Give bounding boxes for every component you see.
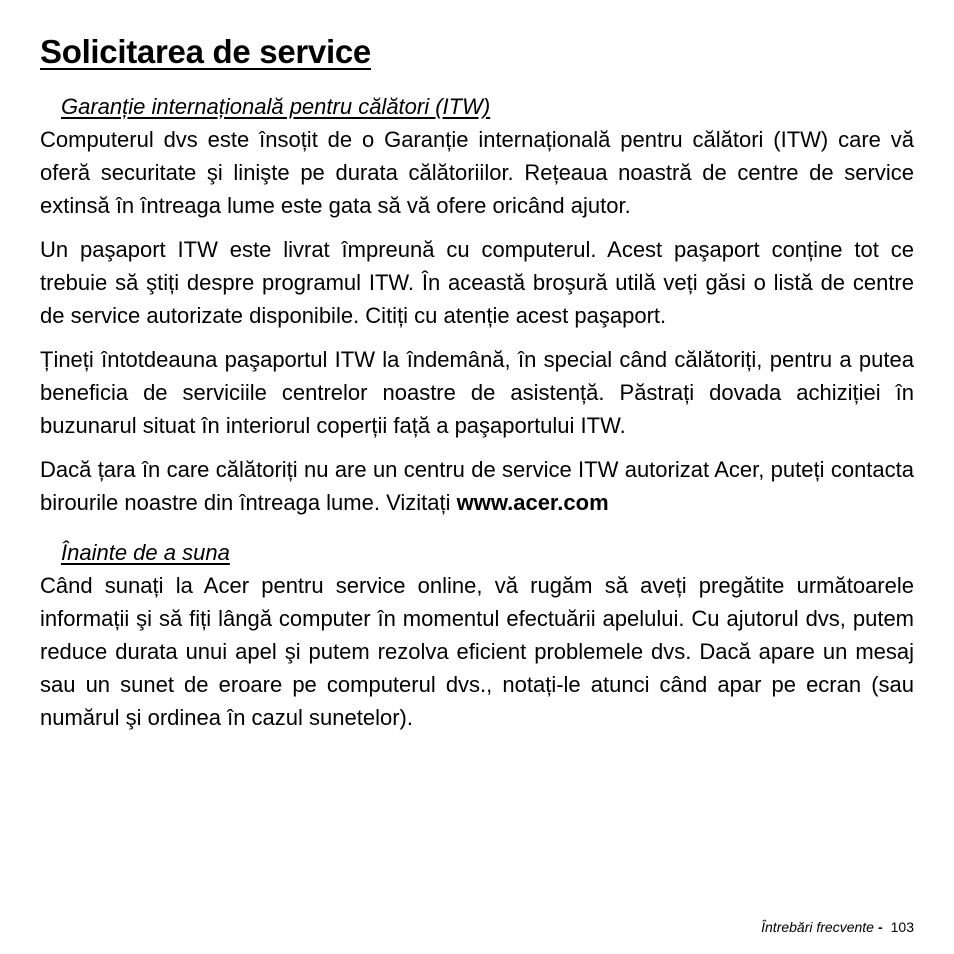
paragraph-itw-contact bbox=[40, 453, 914, 519]
document-page bbox=[40, 28, 914, 734]
paragraph-itw-passport: Un paşaport ITW este livrat împreună cu computerul. Acest paşaport conține tot ce trebuie să ştiți despre programul ITW. În această broşură utilă veți găsi o listă de centre de service autorizate disponibile. Citiți cu atenție acest paşaport. bbox=[40, 237, 914, 328]
footer-section-name: Întrebări frecvente bbox=[761, 919, 874, 935]
paragraph-itw-keep: Țineți întotdeauna paşaportul ITW la îndemână, în special când călătoriți, pentru a putea beneficia de serviciile centrelor noastre de asistență. Păstrați dovada achiziției în buzunarul situat în interiorul coperții față a paşaportului ITW. bbox=[40, 347, 914, 438]
page-footer bbox=[761, 917, 914, 937]
page-number: 103 bbox=[890, 919, 914, 935]
acer-website-link[interactable]: www.acer.com bbox=[456, 490, 609, 515]
paragraph-itw-contact-text: Dacă țara în care călătoriți nu are un centru de service ITW autorizat Acer, puteți contacta birourile noastre din întreaga lume. Vizitați bbox=[40, 457, 914, 515]
section-heading-itw: Garanție internațională pentru călători (ITW) bbox=[61, 94, 491, 119]
paragraph-before-calling: Când sunați la Acer pentru service online, vă rugăm să aveți pregătite următoarele informații şi să fiți lângă computer în momentul efectuării apelului. Cu ajutorul dvs, putem reduce durata unui apel şi putem rezolva eficient problemele dvs. Dacă apare un mesaj sau un sunet de eroare pe computerul dvs., notați-le atunci când apar pe ecran (sau numărul şi ordinea în cazul sunetelor). bbox=[40, 573, 914, 730]
section-heading-before-calling: Înainte de a suna bbox=[61, 540, 230, 565]
page-title: Solicitarea de service bbox=[40, 33, 371, 70]
footer-separator: - bbox=[877, 919, 883, 935]
paragraph-itw-intro: Computerul dvs este însoțit de o Garanție internațională pentru călători (ITW) care vă oferă securitate şi linişte pe durata călătoriilor. Rețeaua noastră de centre de service extinsă în întreaga lume este gata să vă ofere oricând ajutor. bbox=[40, 127, 914, 218]
